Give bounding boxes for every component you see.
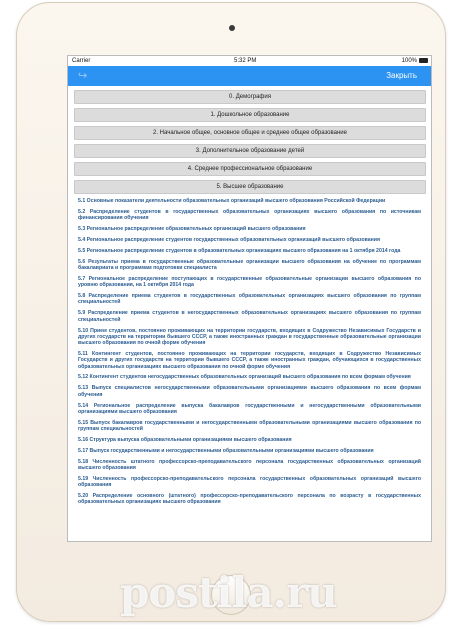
section-list: [74, 90, 425, 194]
battery-icon: [419, 58, 428, 63]
list-item[interactable]: 5.1 Основные показатели деятельности образовательных организаций высшего образования Российской Федерации: [78, 198, 386, 204]
section-button[interactable]: 3. Дополнительное образование детей: [74, 144, 426, 158]
list-item[interactable]: 5.6 Результаты приема в государственные образовательные организации высшего образования на обучение по программам бакалавриата и программам подготовки специалиста: [78, 258, 421, 272]
list-item[interactable]: 5.2 Распределение студентов в государственных образовательных организациях высшего образования по источникам финансирования обучения: [78, 208, 421, 222]
list-item[interactable]: 5.14 Региональное распределение выпуска бакалавров государственными и негосударственными образовательными организациями высшего образования: [78, 402, 421, 415]
list-item[interactable]: 5.8 Распределение приема студентов в государственных образовательных организациях высшего образования по группам специальностей: [78, 293, 421, 306]
list-item[interactable]: 5.16 Структура выпуска образовательными организациями высшего образования: [78, 436, 292, 443]
list-item[interactable]: 5.15 Выпуск бакалавров государственными и негосударственными образовательными организациями высшего образования по группам специальностей: [78, 419, 421, 433]
list-item[interactable]: 5.17 Выпуск государственными и негосударственными образовательными организациями высшего образования: [78, 447, 374, 454]
list-item[interactable]: 5.19 Численность профессорско-преподавательского персонала государственных образовательных организаций высшего образования: [78, 475, 421, 489]
list-item[interactable]: 5.3 Региональное распределение образовательных организаций высшего образования: [78, 226, 306, 233]
list-item[interactable]: 5.7 Региональное распределение поступающих в государственные образовательные организации высшего образования по уровню образования, на 1 октября 2014 года: [78, 275, 421, 289]
content-area: [68, 86, 431, 506]
list-item[interactable]: 5.9 Распределение приема студентов в негосударственных образовательных организациях высшего образования по группам специальностей: [78, 310, 421, 323]
battery-percent: 100%: [401, 58, 417, 64]
list-item[interactable]: 5.5 Региональное распределение студентов в образовательных организациях высшего образования на 1 октября 2014 года: [78, 247, 401, 254]
carrier-label: Carrier: [72, 58, 91, 64]
list-item[interactable]: 5.11 Контингент студентов, постоянно проживающих на территории государств, входящих в Содружество Независимых Государств и других государств на территории бывшего СССР, а также иностранных граждан, обучающихся в государственных образовательных организациях высшего образования по очной форме обучения: [78, 350, 421, 370]
subsection-list: [74, 198, 425, 506]
list-item[interactable]: 5.18 Численность штатного профессорско-преподавательского персонала государственных образовательных организаций высшего образования: [78, 458, 421, 471]
tablet-frame: [16, 2, 446, 622]
section-button[interactable]: 4. Среднее профессиональное образование: [74, 162, 426, 176]
navigation-bar: [68, 66, 431, 86]
section-button[interactable]: 1. Дошкольное образование: [74, 108, 426, 122]
app-screen: [67, 55, 432, 542]
section-button[interactable]: 5. Высшее образование: [74, 180, 426, 194]
list-item[interactable]: 5.13 Выпуск специалистов негосударственными образовательными организациями высшего образования по всем формам обучения: [78, 385, 421, 398]
list-item[interactable]: 5.10 Прием студентов, постоянно проживающих на территории государств, входящих в Содружество Независимых Государств и других государств на территории бывшего СССР, а также иностранных граждан в государственные образовательные организации высшего образования по очной форме обучения: [78, 327, 421, 347]
section-button[interactable]: 2. Начальное общее, основное общее и среднее общее образование: [74, 126, 426, 140]
list-item[interactable]: 5.4 Региональное распределение студентов государственных образовательных организаций высшего образования: [78, 236, 381, 243]
close-button[interactable]: Закрыть: [386, 71, 417, 80]
list-item[interactable]: 5.20 Распределение основного (штатного) профессорско-преподавательского персонала по возрасту в государственных образовательных организациях высшего образования: [78, 493, 421, 506]
camera-dot: [229, 25, 235, 31]
back-icon[interactable]: ↪: [78, 70, 88, 82]
section-button[interactable]: 0. Демография: [74, 90, 426, 104]
list-item[interactable]: 5.12 Контингент студентов негосударственных образовательных организаций высшего образования по всем формам обучения: [78, 374, 411, 381]
status-bar: [68, 56, 431, 66]
watermark-text: postila.ru: [120, 568, 337, 617]
clock: 5:32 PM: [234, 58, 257, 64]
